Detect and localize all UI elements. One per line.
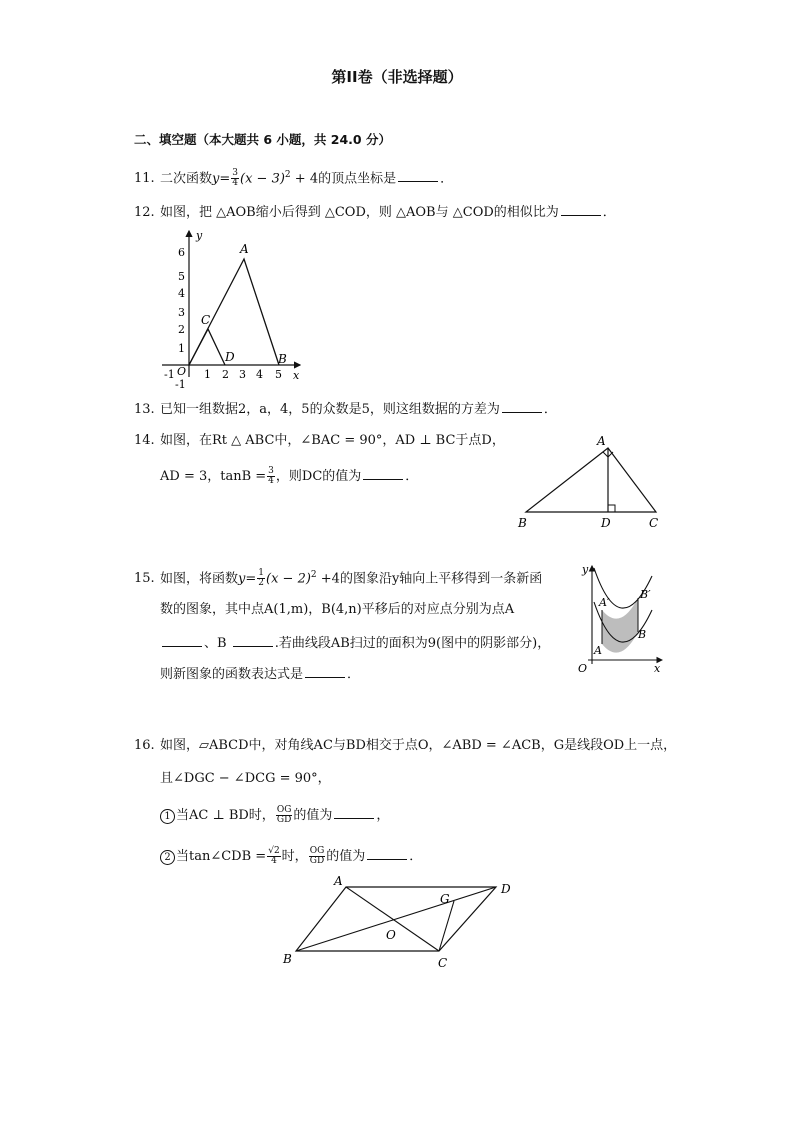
circled-number: 2 [160,850,175,865]
point-d-label: D [225,350,235,364]
circled-number: 1 [160,809,175,824]
point-c-label: C [649,516,659,530]
x-tick: 1 [204,368,211,381]
y-tick: 6 [178,246,185,259]
question-16-line2: 且∠DGC − ∠DCG = 90°， [160,771,331,786]
y-axis-label: y [196,229,203,242]
q15-body: (x − 2) [266,571,311,587]
answer-blank[interactable] [305,665,345,678]
point-b-label: B [518,516,527,530]
point-c-label: C [438,956,448,970]
x-axis-label: x [293,369,300,382]
q15-mid: 、B [204,636,227,651]
triangle-abc [526,448,656,512]
q14-given: AD = 3，tanB = [160,469,267,484]
point-a-label: A [594,644,602,657]
section-heading: 二、填空题（本大题共 6 小题，共 24.0 分） [134,132,391,147]
x-axis-label: x [654,662,661,675]
x-tick: 3 [239,368,246,381]
q16-cond2: 当tan∠CDB = [176,849,267,864]
q11-fraction: $\frac{3}{4}$ [232,168,239,189]
q11-eq: = [219,171,231,187]
q16-text: 如图，▱ABCD中，对角线AC与BD相交于点O，∠ABD = ∠ACB，G是线段OD上一点， [160,738,677,753]
q15-prefix: 如图，将函数 [160,571,239,587]
point-b-label: B [278,352,287,366]
q15-var: y [238,571,246,587]
q11-tail: + 4 [290,171,319,187]
y-tick: 4 [178,287,185,300]
q15-area-text: .若曲线段AB扫过的面积为9(图中的阴影部分)， [274,636,551,651]
q13-text: 已知一组数据2，a，4，5的众数是5，则这组数据的方差为 [160,402,500,417]
question-16-part2 [160,847,422,866]
q13-end: ． [543,402,557,417]
right-angle-mark [608,505,615,512]
answer-blank[interactable] [162,634,202,647]
segment-cg [439,901,454,951]
y-tick: 3 [178,306,185,319]
q16-cond1: 当AC ⊥ BD时， [176,808,275,823]
q11-exp: 2 [284,170,291,180]
question-13 [134,400,557,419]
q14-text: 如图，在Rt △ ABC中，∠BAC = 90°，AD ⊥ BC于点D， [160,433,505,448]
q15-eq: = [245,571,257,587]
q11-post: 的顶点坐标是 [318,171,397,187]
figure-14-right-triangle [512,432,672,532]
question-number: 15. [134,571,155,587]
point-o-label: O [386,928,396,942]
figure-15-parabolas [572,560,667,675]
question-16-part1 [160,806,389,825]
answer-blank[interactable] [561,203,601,216]
origin-label: O [177,365,187,378]
q16-fraction: $\frac{OG}{GD}$ [309,846,325,866]
q12-end: ． [602,205,616,220]
question-14-line1 [134,432,505,450]
point-a-label: A [334,874,343,888]
question-15-line2: 数的图象，其中点A(1,m)，B(4,n)平移后的对应点分别为点A [160,602,515,617]
q14-end: ． [405,469,419,484]
x-tick: 5 [275,368,282,381]
x-tick: 2 [222,368,229,381]
question-number: 14. [134,433,155,448]
answer-blank[interactable] [367,847,407,860]
triangle-cod [189,329,225,365]
q16-ask1: 的值为 [293,808,333,823]
point-b-label: B [638,628,647,641]
point-a-prime-label: A′ [599,596,610,609]
q11-var: y [212,171,220,187]
q11-end: ． [440,171,454,187]
point-d-label: D [601,516,611,530]
q11-prefix: 二次函数 [160,171,213,187]
y-tick: 5 [178,270,185,283]
q16-end: ． [409,849,423,864]
y-tick: 1 [178,342,185,355]
point-b-label: B [283,952,292,966]
answer-blank[interactable] [334,806,374,819]
answer-blank[interactable] [233,634,273,647]
point-c-label: C [201,313,211,327]
q16-fraction: $\frac{OG}{GD}$ [276,805,292,825]
q15-fraction: $\frac{1}{2}$ [258,568,265,589]
q12-text: 如图，把 △AOB缩小后得到 △COD，则 △AOB与 △COD的相似比为 [160,205,559,220]
answer-blank[interactable] [363,467,403,480]
q15-text: +4的图象沿y轴向上平移得到一条新函 [316,571,543,587]
q14-fraction: $\frac{3}{4}$ [268,466,274,486]
q16-tan-fraction: $\frac{√2}{4}$ [268,846,280,866]
point-b-prime-label: B′ [640,588,651,601]
question-12 [134,203,616,222]
y-axis-label: y [582,563,589,576]
page-title: 第II卷（非选择题） [331,68,463,86]
question-11 [134,166,453,188]
figure-12-coordinate-plot [158,225,308,390]
question-15-line4 [160,665,360,684]
q16-sep: ， [376,808,390,823]
point-g-label: G [440,892,450,906]
origin-label: O [578,662,588,675]
question-number: 13. [134,402,155,417]
x-tick: 4 [256,368,263,381]
figure-16-parallelogram [278,873,518,973]
q16-ask2: 的值为 [326,849,366,864]
point-a-label: A [597,434,606,448]
q11-body: (x − 3) [240,171,285,187]
point-a-label: A [240,242,249,256]
q16-when: 时， [281,849,308,864]
question-number: 12. [134,205,155,220]
answer-blank[interactable] [502,400,542,413]
diagonal-bd [296,887,496,951]
question-number: 11. [134,171,155,187]
y-tick: 2 [178,323,185,336]
y-tick: -1 [175,378,186,390]
question-16-line1 [134,737,676,755]
question-15-line1 [134,566,542,588]
question-15-line3 [160,634,550,653]
answer-blank[interactable] [398,169,438,182]
point-d-label: D [501,882,511,896]
question-14-line2 [160,467,418,486]
q15-end: ． [347,667,361,682]
question-number: 16. [134,738,155,753]
q15-exp: 2 [310,570,317,580]
q15-ask: 则新图象的函数表达式是 [160,667,304,682]
x-tick: -1 [164,368,175,381]
q14-ask: ，则DC的值为 [275,469,362,484]
